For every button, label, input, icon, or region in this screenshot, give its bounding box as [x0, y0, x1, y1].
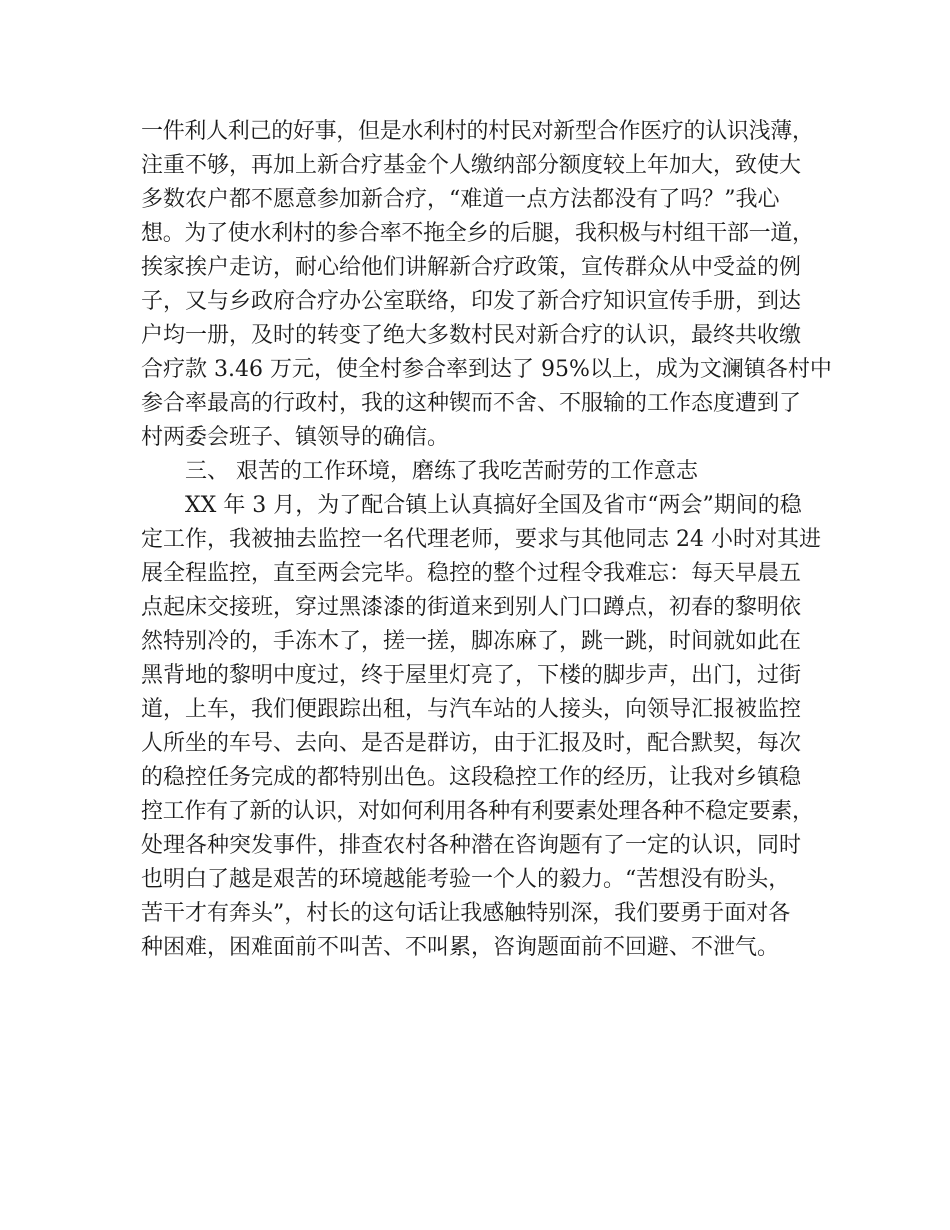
text-line-1: 一件利人利己的好事，但是水利村的村民对新型合作医疗的认识浅薄， — [141, 119, 814, 144]
text-line-23: 也明白了越是艰苦的环境越能考验一个人的毅力。“苦想没有盼头， — [141, 867, 791, 892]
text-line-18: 道，上车，我们便跟踪出租，与汽车站的人接头，向领导汇报被监控 — [141, 697, 802, 722]
text-line-7: 户均一册，及时的转变了绝大多数村民对新合疗的认识，最终共收缴 — [141, 323, 802, 348]
text-line-22: 处理各种突发事件，排查农村各种潜在咨询题有了一定的认识，同时 — [141, 833, 802, 858]
text-line-6: 子，又与乡政府合疗办公室联络，印发了新合疗知识宣传手册，到达 — [141, 289, 802, 314]
text-line-14: 展全程监控，直至两会完毕。稳控的整个过程令我难忘：每天早晨五 — [141, 561, 802, 586]
text-line-8: 合疗款 3.46 万元，使全村参合率到达了 95%以上，成为文澜镇各村中 — [141, 357, 832, 382]
text-line-15: 点起床交接班，穿过黑漆漆的街道来到别人门口蹲点，初春的黎明依 — [141, 595, 802, 620]
body-text — [141, 115, 831, 965]
text-line-20: 的稳控任务完成的都特别出色。这段稳控工作的经历，让我对乡镇稳 — [141, 765, 802, 790]
section-heading: 三、 艰苦的工作环境，磨练了我吃苦耐劳的工作意志 — [185, 459, 698, 484]
text-line-16: 然特别冷的，手冻木了，搓一搓，脚冻麻了，跳一跳，时间就如此在 — [141, 629, 802, 654]
text-line-24: 苦干才有奔头”，村长的这句话让我感触特别深，我们要勇于面对各 — [141, 901, 791, 926]
text-line-13: 定工作，我被抽去监控一名代理老师，要求与其他同志 24 小时对其进 — [141, 527, 821, 552]
text-line-12: XX 年 3 月，为了配合镇上认真搞好全国及省市“两会”期间的稳 — [185, 493, 802, 518]
text-line-5: 挨家挨户走访，耐心给他们讲解新合疗政策，宣传群众从中受益的例 — [141, 255, 802, 280]
text-line-21: 控工作有了新的认识，对如何利用各种有利要素处理各种不稳定要素， — [141, 799, 814, 824]
text-line-4: 想。为了使水利村的参合率不拖全乡的后腿，我积极与村组干部一道， — [141, 221, 814, 246]
text-line-9: 参合率最高的行政村，我的这种锲而不舍、不服输的工作态度遭到了 — [141, 391, 802, 416]
text-line-19: 人所坐的车号、去向、是否是群访，由于汇报及时，配合默契，每次 — [141, 731, 802, 756]
text-line-17: 黑背地的黎明中度过，终于屋里灯亮了，下楼的脚步声，出门，过街 — [141, 663, 802, 688]
text-line-10: 村两委会班子、镇领导的确信。 — [141, 425, 450, 450]
text-line-3: 多数农户都不愿意参加新合疗，“难道一点方法都没有了吗？”我心 — [141, 187, 780, 212]
text-line-25: 种困难，困难面前不叫苦、不叫累，咨询题面前不回避、不泄气。 — [141, 935, 780, 960]
text-line-2: 注重不够，再加上新合疗基金个人缴纳部分额度较上年加大，致使大 — [141, 153, 802, 178]
